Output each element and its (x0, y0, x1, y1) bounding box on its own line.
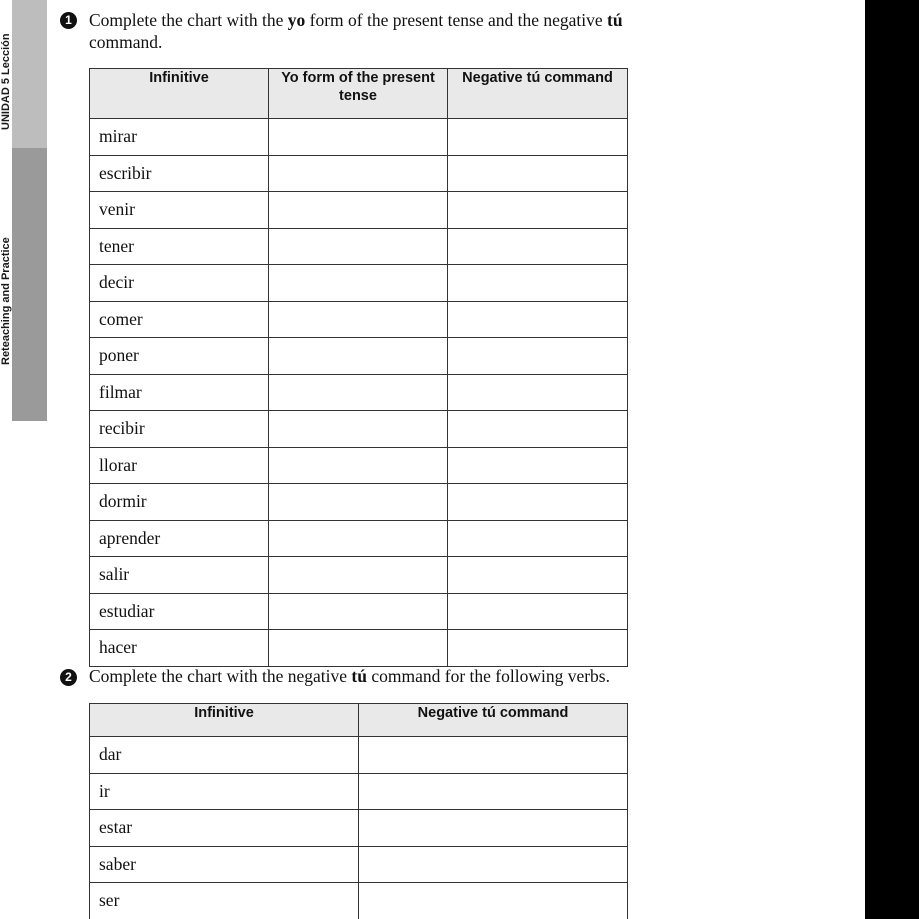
infinitive-cell: llorar (90, 447, 269, 484)
answer-cell[interactable] (448, 338, 628, 375)
table-row (90, 447, 628, 484)
table-row (90, 520, 628, 557)
table-row (90, 810, 628, 847)
infinitive-cell: venir (90, 192, 269, 229)
table-row (90, 557, 628, 594)
answer-cell[interactable] (269, 265, 448, 302)
answer-cell[interactable] (448, 630, 628, 667)
answer-cell[interactable] (269, 557, 448, 594)
answer-cell[interactable] (269, 520, 448, 557)
right-black-margin (865, 0, 919, 919)
table-row (90, 411, 628, 448)
infinitive-cell: saber (90, 846, 359, 883)
answer-cell[interactable] (269, 301, 448, 338)
table-row (90, 593, 628, 630)
table-row (90, 228, 628, 265)
answer-cell[interactable] (448, 119, 628, 156)
infinitive-cell: aprender (90, 520, 269, 557)
column-header-infinitive: Infinitive (90, 69, 269, 119)
infinitive-cell: hacer (90, 630, 269, 667)
answer-cell[interactable] (448, 411, 628, 448)
table-row (90, 119, 628, 156)
answer-cell[interactable] (269, 411, 448, 448)
exercise-2-table (89, 703, 628, 919)
answer-cell[interactable] (269, 228, 448, 265)
exercise-1-number: 1 (60, 12, 77, 29)
answer-cell[interactable] (269, 192, 448, 229)
table-row (90, 301, 628, 338)
infinitive-cell: recibir (90, 411, 269, 448)
infinitive-cell: comer (90, 301, 269, 338)
column-header-negative-command: Negative tú command (448, 69, 628, 119)
column-header-yo-form: Yo form of the present tense (269, 69, 448, 119)
infinitive-cell: ser (90, 883, 359, 919)
answer-cell[interactable] (269, 155, 448, 192)
infinitive-cell: filmar (90, 374, 269, 411)
table-row (90, 737, 628, 774)
answer-cell[interactable] (448, 265, 628, 302)
exercise-1-table (89, 68, 628, 667)
answer-cell[interactable] (448, 155, 628, 192)
exercise-2-number: 2 (60, 669, 77, 686)
answer-cell[interactable] (448, 557, 628, 594)
answer-cell[interactable] (448, 520, 628, 557)
table-row (90, 773, 628, 810)
infinitive-cell: dar (90, 737, 359, 774)
answer-cell[interactable] (359, 773, 628, 810)
infinitive-cell: estar (90, 810, 359, 847)
answer-cell[interactable] (359, 810, 628, 847)
answer-cell[interactable] (448, 374, 628, 411)
table-row (90, 846, 628, 883)
answer-cell[interactable] (448, 192, 628, 229)
table-header-row (90, 69, 628, 119)
table-row (90, 155, 628, 192)
answer-cell[interactable] (269, 119, 448, 156)
side-strip (0, 0, 12, 919)
infinitive-cell: dormir (90, 484, 269, 521)
answer-cell[interactable] (269, 338, 448, 375)
answer-cell[interactable] (269, 630, 448, 667)
infinitive-cell: mirar (90, 119, 269, 156)
column-header-negative-command: Negative tú command (359, 704, 628, 737)
table-row (90, 883, 628, 919)
answer-cell[interactable] (269, 447, 448, 484)
table-row (90, 338, 628, 375)
answer-cell[interactable] (269, 484, 448, 521)
table-row (90, 630, 628, 667)
side-tab-dark (12, 148, 47, 421)
infinitive-cell: decir (90, 265, 269, 302)
answer-cell[interactable] (359, 883, 628, 919)
infinitive-cell: estudiar (90, 593, 269, 630)
answer-cell[interactable] (448, 447, 628, 484)
answer-cell[interactable] (448, 301, 628, 338)
side-tab-unit-label: UNIDAD 5 Lección (0, 33, 12, 130)
answer-cell[interactable] (269, 374, 448, 411)
infinitive-cell: ir (90, 773, 359, 810)
answer-cell[interactable] (448, 228, 628, 265)
table-row (90, 265, 628, 302)
column-header-infinitive: Infinitive (90, 704, 359, 737)
infinitive-cell: escribir (90, 155, 269, 192)
table-row (90, 484, 628, 521)
answer-cell[interactable] (448, 484, 628, 521)
table-row (90, 374, 628, 411)
answer-cell[interactable] (269, 593, 448, 630)
side-tab-section-label: Reteaching and Practice (0, 237, 12, 365)
infinitive-cell: poner (90, 338, 269, 375)
answer-cell[interactable] (359, 737, 628, 774)
infinitive-cell: salir (90, 557, 269, 594)
exercise-1-instruction: Complete the chart with the yo form of the present tense and the negative tú command. (89, 10, 623, 52)
table-row (90, 192, 628, 229)
answer-cell[interactable] (359, 846, 628, 883)
answer-cell[interactable] (448, 593, 628, 630)
exercise-2-instruction: Complete the chart with the negative tú command for the following verbs. (89, 666, 610, 686)
infinitive-cell: tener (90, 228, 269, 265)
table-header-row (90, 704, 628, 737)
